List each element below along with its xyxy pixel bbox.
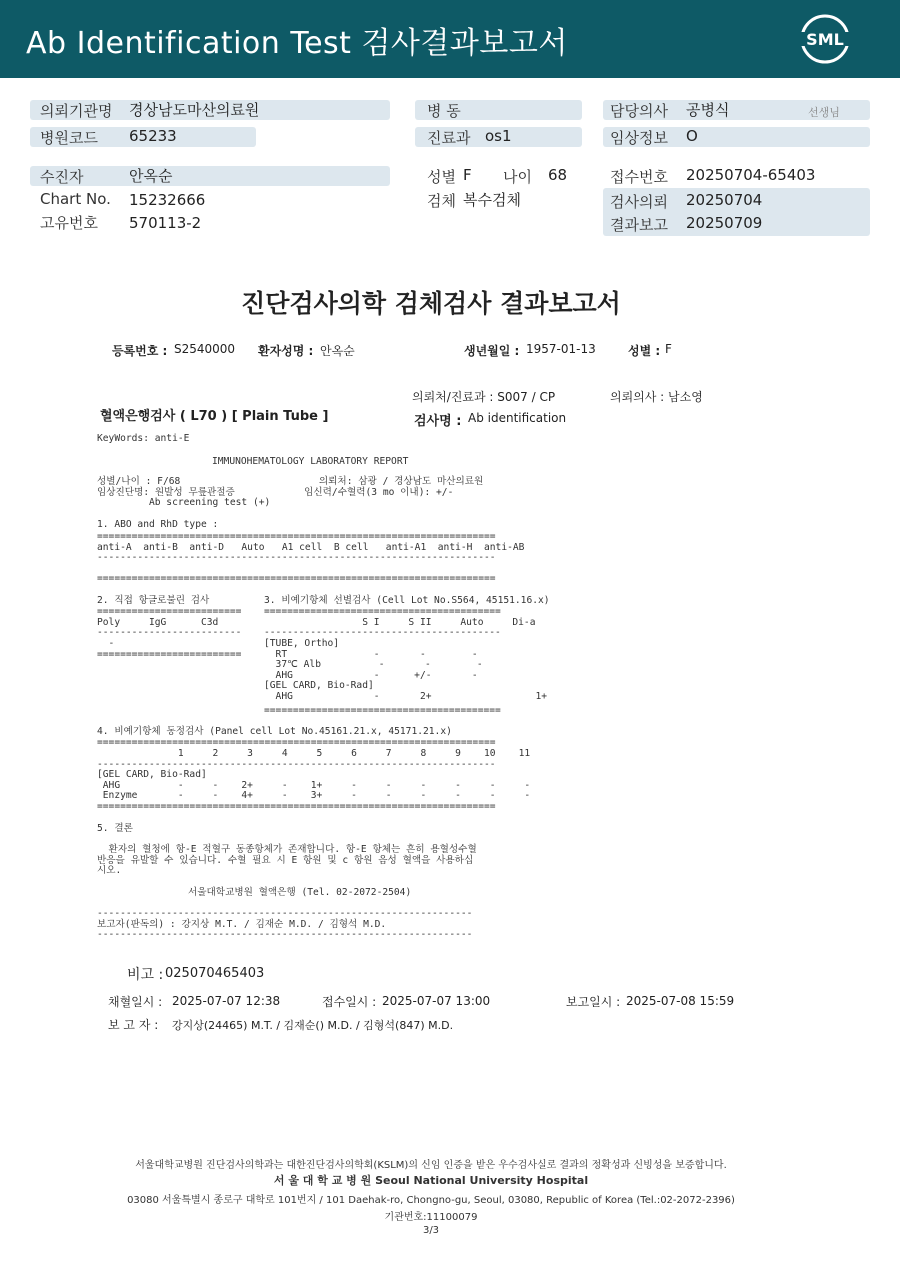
accept-label: 접수일시 : xyxy=(322,995,377,1009)
dept-label: 진료과 xyxy=(427,129,471,147)
accept-value: 2025-07-07 13:00 xyxy=(382,994,491,1008)
chart-label: Chart No. xyxy=(40,190,111,208)
panel-rows: [GEL CARD, Bio-Rad] AHG - - 2+ - 1+ - - - - - - Enzyme - - 4+ - 3+ - - - - - - xyxy=(97,769,531,802)
collect-value: 2025-07-07 12:38 xyxy=(172,994,281,1008)
sex-value: F xyxy=(463,166,472,184)
abo-separator: ===================================================================== xyxy=(97,531,496,542)
reg-label: 등록번호 : xyxy=(112,344,168,358)
age-value: 68 xyxy=(548,166,568,184)
chart-value: 15232666 xyxy=(129,191,206,209)
unique-value: 570113-2 xyxy=(129,214,202,232)
conclusion-title: 5. 결론 xyxy=(97,823,133,834)
hospital-code-value: 65233 xyxy=(129,127,177,145)
report-sex-value: F xyxy=(665,342,672,356)
reporter-dash-bottom: ----------------------------------------------------------------- xyxy=(97,929,473,940)
reporter-value: 강지상(24465) M.T. / 김재순() M.D. / 김형석(847) M.D. xyxy=(172,1019,454,1032)
abo-title: 1. ABO and RhD type : xyxy=(97,519,219,530)
result-label: 결과보고 xyxy=(610,216,668,234)
institution-value: 경상남도마산의료원 xyxy=(129,101,260,119)
reg-value: S2540000 xyxy=(174,342,236,356)
test-name-label: 검사명 : xyxy=(414,414,462,429)
name-label: 환자성명 : xyxy=(258,344,314,358)
blood-bank-line: 서울대학교병원 혈액은행 (Tel. 02-2072-2504) xyxy=(188,887,412,898)
screening-header: S I S II Auto Di-a xyxy=(264,617,536,628)
abo-dash: --------------------------------------------------------------------- xyxy=(97,552,496,563)
dat-header: Poly IgG C3d xyxy=(97,617,219,628)
collect-label: 채혈일시 : xyxy=(108,995,163,1009)
sex-label: 성별 xyxy=(427,168,456,186)
dat-title: 2. 직접 항글로불린 검사 xyxy=(97,595,210,606)
logo-text: SML xyxy=(806,30,844,49)
request-value: 20250704 xyxy=(686,191,763,209)
institution-label: 의뢰기관명 xyxy=(40,102,113,120)
dat-value: - xyxy=(97,638,115,649)
dept-value: os1 xyxy=(485,127,512,145)
patient-value: 안옥순 xyxy=(129,167,173,185)
patient-label: 수진자 xyxy=(40,168,84,186)
header-bar xyxy=(0,0,900,78)
footer-address: 03080 서울특별시 종로구 대학로 101번지 / 101 Daehak-ro, Chongno-gu, Seoul, 03080, Republic of Korea (Tel.:02-2072-2396) xyxy=(127,1195,735,1206)
patient-bar xyxy=(30,166,390,186)
receipt-label: 접수번호 xyxy=(610,168,668,186)
doctor-label: 담당의사 xyxy=(610,102,668,120)
reporter-dash-top: ----------------------------------------------------------------- xyxy=(97,908,473,919)
keywords: KeyWords: anti-E xyxy=(97,433,190,444)
footer-hospital-name: 서 울 대 학 교 병 원 Seoul National University Hospital xyxy=(273,1174,589,1187)
report-time-value: 2025-07-08 15:59 xyxy=(626,994,735,1008)
footer-institution-number: 기관번호:11100079 xyxy=(384,1212,478,1223)
report-sex-label: 성별 : xyxy=(628,344,661,358)
note-value: 025070465403 xyxy=(165,966,265,981)
footer-certification: 서울대학교병원 진단검사의학과는 대한진단검사의학회(KSLM)의 신임 인증을 받은 우수검사실로 결과의 정확성과 신빙성을 보증합니다. xyxy=(135,1160,727,1171)
dob-label: 생년월일 : xyxy=(464,344,520,358)
ward-label: 병 동 xyxy=(427,102,461,120)
panel-dash: --------------------------------------------------------------------- xyxy=(97,759,496,770)
receipt-value: 20250704-65403 xyxy=(686,166,816,184)
abo-header: anti-A anti-B anti-D Auto A1 cell B cell anti-A1 anti-H anti-AB xyxy=(97,542,525,553)
screening-dash: ----------------------------------------- xyxy=(264,627,501,638)
specimen-value: 복수검체 xyxy=(463,191,521,209)
dept-line: 의뢰처/진료과 : S007 / CP xyxy=(412,390,556,404)
report-title: 진단검사의학 검체검사 결과보고서 xyxy=(241,289,621,318)
note-label: 비고 : xyxy=(127,967,164,983)
lab-report-title: IMMUNOHEMATOLOGY LABORATORY REPORT xyxy=(212,456,409,467)
screening-end: ========================================= xyxy=(264,705,501,716)
reporter-label: 보 고 자 : xyxy=(108,1018,159,1032)
conclusion-text: 환자의 혈청에 항-E 적혈구 동종항체가 존재합니다. 항-E 항체는 흔히 용혈성수혈 반응을 유발할 수 있습니다. 수혈 필요 시 E 항원 및 c 항원 음성 혈액을 사용하십 시오. xyxy=(97,844,477,877)
screening-rows: [TUBE, Ortho] RT - - - 37℃ Alb - - - AHG - +/- - [GEL CARD, Bio-Rad] AHG - 2+ 1+ xyxy=(264,638,548,702)
dat-dash: ------------------------- xyxy=(97,627,242,638)
specimen-label: 검체 xyxy=(427,192,456,210)
sml-logo xyxy=(800,14,850,64)
hospital-code-label: 병원코드 xyxy=(40,129,98,147)
panel-title: 4. 비예기항체 동정검사 (Panel cell Lot No.45161.21.x, 45171.21.x) xyxy=(97,726,452,737)
panel-end: ===================================================================== xyxy=(97,801,496,812)
report-time-label: 보고일시 : xyxy=(566,995,621,1009)
request-label: 검사의뢰 xyxy=(610,193,668,211)
abo-end: ===================================================================== xyxy=(97,573,496,584)
result-value: 20250709 xyxy=(686,214,763,232)
unique-label: 고유번호 xyxy=(40,214,98,232)
clinical-label: 임상정보 xyxy=(610,129,668,147)
dat-separator: ========================= xyxy=(97,606,242,617)
test-name-value: Ab identification xyxy=(468,411,567,425)
lab-reporter-line: 보고자(판독의) : 강지상 M.T. / 김재순 M.D. / 김형석 M.D. xyxy=(97,919,387,930)
clinical-value: O xyxy=(686,127,698,145)
requesting-doctor-line: 의뢰의사 : 남소영 xyxy=(610,390,703,404)
doctor-suffix: 선생님 xyxy=(808,106,840,119)
doctor-value: 공병식 xyxy=(686,101,730,119)
dat-end: ========================= xyxy=(97,649,242,660)
panel-separator: ===================================================================== xyxy=(97,737,496,748)
document-title: Ab Identification Test 검사결과보고서 xyxy=(26,26,568,61)
test-group: 혈액은행검사 ( L70 ) [ Plain Tube ] xyxy=(100,409,329,424)
age-label: 나이 xyxy=(503,168,532,186)
panel-header: 1 2 3 4 5 6 7 8 9 10 11 xyxy=(97,748,531,759)
page-number: 3/3 xyxy=(422,1225,440,1236)
screening-title: 3. 비예기항체 선별검사 (Cell Lot No.S564, 45151.16.x) xyxy=(264,595,550,606)
patient-block: 성별/나이 : F/68 의뢰처: 삼광 / 경상남도 마산의료원 임상진단명: 원발성 무릎관절증 임신력/수혈력(3 mo 이내): +/- Ab screening test (+) xyxy=(97,476,484,509)
screening-separator: ========================================= xyxy=(264,606,501,617)
dob-value: 1957-01-13 xyxy=(526,342,596,356)
name-value: 안옥순 xyxy=(320,344,355,358)
